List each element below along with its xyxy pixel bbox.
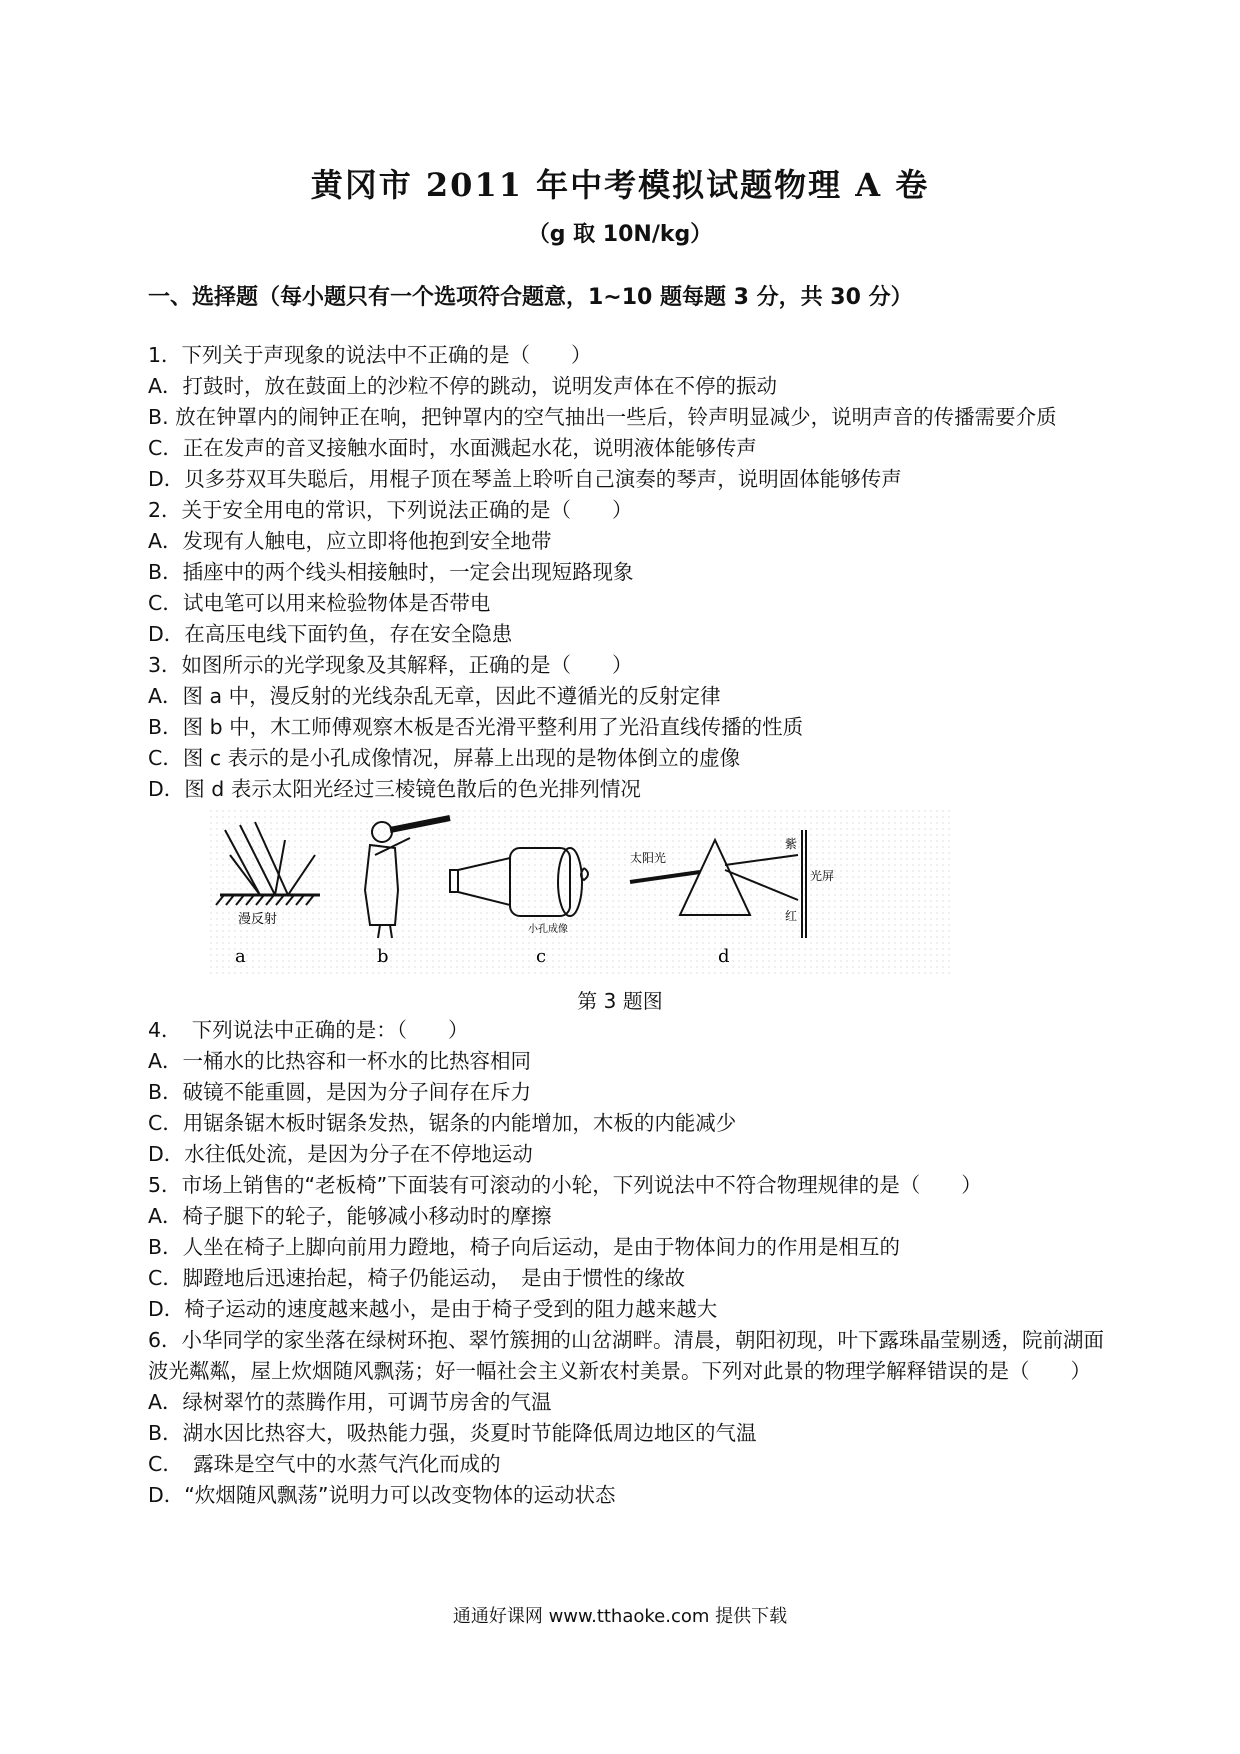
figure-text-purple: 紫 <box>785 837 798 851</box>
figure-text-red: 红 <box>785 909 798 923</box>
question-line: 5．市场上销售的“老板椅”下面装有可滚动的小轮，下列说法中不符合物理规律的是（ ） <box>148 1173 982 1197</box>
figure-label-b: b <box>377 946 389 967</box>
figure-text-screen: 光屏 <box>810 869 835 883</box>
question-line: C． 露珠是空气中的水蒸气汽化而成的 <box>148 1452 501 1476</box>
question-line: D．椅子运动的速度越来越小，是由于椅子受到的阻力越来越大 <box>148 1297 718 1321</box>
document-subtitle: （g 取 10N/kg） <box>527 222 713 247</box>
question-line: 1．下列关于声现象的说法中不正确的是（ ） <box>148 343 592 367</box>
question-line: B. 放在钟罩内的闹钟正在响，把钟罩内的空气抽出一些后，铃声明显减少，说明声音的传播需要介质 <box>148 405 1057 429</box>
question-line: A．打鼓时，放在鼓面上的沙粒不停的跳动，说明发声体在不停的振动 <box>148 374 778 398</box>
page-footer: 通通好课网 www.tthaoke.com 提供下载 <box>452 1606 788 1627</box>
question-line: C．正在发声的音叉接触水面时，水面溅起水花，说明液体能够传声 <box>148 436 757 460</box>
question-line: D．在高压电线下面钓鱼，存在安全隐患 <box>148 622 513 646</box>
figure-text-c: 小孔成像 <box>528 924 568 935</box>
question-line: 3．如图所示的光学现象及其解释，正确的是（ ） <box>148 653 633 677</box>
question-line: 2．关于安全用电的常识，下列说法正确的是（ ） <box>148 498 633 522</box>
question-line: 6．小华同学的家坐落在绿树环抱、翠竹簇拥的山岔湖畔。清晨，朝阳初现，叶下露珠晶莹剔透，院前湖面波光粼粼，屋上炊烟随风飘荡；好一幅社会主义新农村美景。下列对此景的物理学解释错误的是（ ） <box>148 1328 1105 1383</box>
figure-text-a: 漫反射 <box>238 912 278 927</box>
question-line: B．人坐在椅子上脚向前用力蹬地，椅子向后运动，是由于物体间力的作用是相互的 <box>148 1235 901 1259</box>
questions-1-3 <box>148 340 1108 805</box>
question-line: A．一桶水的比热容和一杯水的比热容相同 <box>148 1049 532 1073</box>
question-line: C．脚蹬地后迅速抬起，椅子仍能运动， 是由于惯性的缘故 <box>148 1266 686 1290</box>
question-line: A．发现有人触电，应立即将他抱到安全地带 <box>148 529 552 553</box>
question-line: B．破镜不能重圆，是因为分子间存在斥力 <box>148 1080 532 1104</box>
question-line: D．图 d 表示太阳光经过三棱镜色散后的色光排列情况 <box>148 777 641 801</box>
figure-caption: 第 3 题图 <box>577 989 663 1013</box>
figure-label-c: c <box>536 946 547 967</box>
figure-text-sun: 太阳光 <box>630 851 667 865</box>
question-line: A．椅子腿下的轮子，能够减小移动时的摩擦 <box>148 1204 552 1228</box>
question-line: B．图 b 中，木工师傅观察木板是否光滑平整利用了光沿直线传播的性质 <box>148 715 804 739</box>
question-line: C．用锯条锯木板时锯条发热，锯条的内能增加，木板的内能减少 <box>148 1111 737 1135</box>
questions-4-6 <box>148 1015 1108 1511</box>
question-line: C．图 c 表示的是小孔成像情况，屏幕上出现的是物体倒立的虚像 <box>148 746 741 770</box>
question-line: D．“炊烟随风飘荡”说明力可以改变物体的运动状态 <box>148 1483 616 1507</box>
question-line: B．插座中的两个线头相接触时，一定会出现短路现象 <box>148 560 634 584</box>
question-line: A．图 a 中，漫反射的光线杂乱无章，因此不遵循光的反射定律 <box>148 684 721 708</box>
question-line: C．试电笔可以用来检验物体是否带电 <box>148 591 491 615</box>
question-line: A．绿树翠竹的蒸腾作用，可调节房舍的气温 <box>148 1390 552 1414</box>
question-line: B．湖水因比热容大，吸热能力强，炎夏时节能降低周边地区的气温 <box>148 1421 757 1445</box>
question-line: D．贝多芬双耳失聪后，用棍子顶在琴盖上聆听自己演奏的琴声，说明固体能够传声 <box>148 467 902 491</box>
question-line: D．水往低处流，是因为分子在不停地运动 <box>148 1142 533 1166</box>
question-line: 4． 下列说法中正确的是：（ ） <box>148 1018 469 1042</box>
document-title: 黄冈市 2011 年中考模拟试题物理 A 卷 <box>310 166 930 204</box>
optics-figure <box>210 810 950 978</box>
section-heading: 一、选择题（每小题只有一个选项符合题意，1~10 题每题 3 分，共 30 分） <box>148 285 913 310</box>
figure-label-d: d <box>718 946 730 967</box>
figure-label-a: a <box>235 946 246 967</box>
